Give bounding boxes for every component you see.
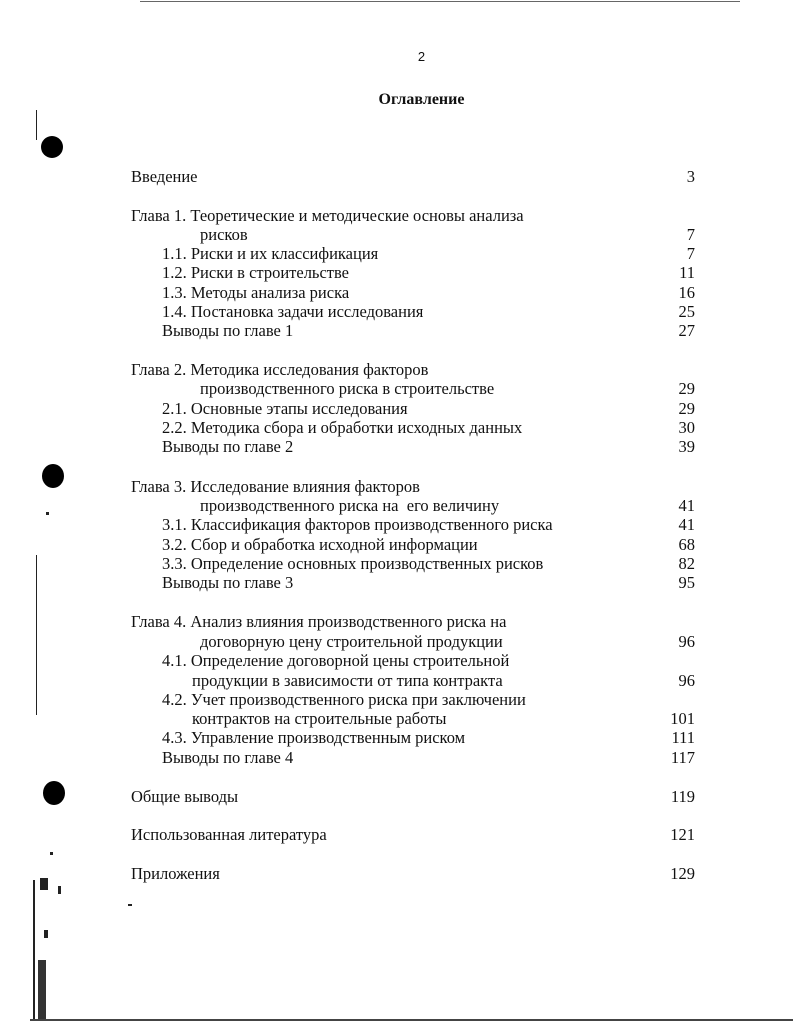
toc-page-intro: 3 bbox=[686, 167, 695, 186]
toc-section-4-3: 4.3. Управление производственным риском bbox=[162, 728, 466, 747]
toc-section-1-4: 1.4. Постановка задачи исследования bbox=[162, 302, 424, 321]
toc-page-4-3: 111 bbox=[671, 728, 695, 747]
toc-page-appendices: 129 bbox=[670, 864, 695, 883]
toc-conclusions-1: Выводы по главе 1 bbox=[162, 321, 294, 340]
toc-page-conclusions-2: 39 bbox=[678, 437, 695, 456]
toc-entry-appendices: Приложения bbox=[131, 864, 220, 883]
toc-section-4-2: 4.2. Учет производственного риска при заключении bbox=[162, 690, 526, 709]
toc-section-1-2: 1.2. Риски в строительстве bbox=[162, 263, 350, 282]
toc-conclusions-2: Выводы по главе 2 bbox=[162, 437, 294, 456]
toc-page-1-3: 16 bbox=[678, 283, 695, 302]
toc-page-3-2: 68 bbox=[678, 535, 695, 554]
toc-conclusions-4: Выводы по главе 4 bbox=[162, 748, 294, 767]
toc-chapter-4: Глава 4. Анализ влияния производственного риска на bbox=[131, 612, 507, 631]
toc-section-4-1: 4.1. Определение договорной цены строительной bbox=[162, 651, 510, 670]
toc-section-4-2-cont: контрактов на строительные работы bbox=[192, 709, 447, 728]
toc-chapter-1-cont: рисков bbox=[200, 225, 248, 244]
toc-page-chapter-1: 7 bbox=[686, 225, 695, 244]
toc-page-chapter-4: 96 bbox=[678, 632, 695, 651]
toc-page-chapter-2: 29 bbox=[678, 379, 695, 398]
toc-section-4-1-cont: продукции в зависимости от типа контракта bbox=[192, 671, 503, 690]
toc-chapter-2: Глава 2. Методика исследования факторов bbox=[131, 360, 429, 379]
toc-chapter-4-cont: договорную цену строительной продукции bbox=[200, 632, 503, 651]
toc-title: Оглавление bbox=[378, 91, 465, 108]
toc-page-1-4: 25 bbox=[678, 302, 695, 321]
toc-page-chapter-3: 41 bbox=[678, 496, 695, 515]
toc-section-1-3: 1.3. Методы анализа риска bbox=[162, 283, 350, 302]
toc-page-1-2: 11 bbox=[679, 263, 695, 282]
toc-page-4-2: 101 bbox=[670, 709, 695, 728]
toc-chapter-2-cont: производственного риска в строительстве bbox=[200, 379, 495, 398]
toc-section-3-2: 3.2. Сбор и обработка исходной информации bbox=[162, 535, 478, 554]
toc-section-1-1: 1.1. Риски и их классификация bbox=[162, 244, 379, 263]
toc-page-2-2: 30 bbox=[678, 418, 695, 437]
toc-section-3-3: 3.3. Определение основных производственных рисков bbox=[162, 554, 544, 573]
toc-chapter-3: Глава 3. Исследование влияния факторов bbox=[131, 477, 420, 496]
toc-page-3-1: 41 bbox=[678, 515, 695, 534]
toc-section-2-2: 2.2. Методика сбора и обработки исходных данных bbox=[162, 418, 523, 437]
toc-entry-intro: Введение bbox=[131, 167, 198, 186]
toc-page-general-conclusions: 119 bbox=[670, 787, 695, 806]
toc-page-literature: 121 bbox=[670, 825, 695, 844]
toc-entry-general-conclusions: Общие выводы bbox=[131, 787, 239, 806]
toc-page-3-3: 82 bbox=[678, 554, 695, 573]
toc-page-conclusions-1: 27 bbox=[678, 321, 695, 340]
toc-entry-literature: Использованная литература bbox=[131, 825, 327, 844]
toc-page-2-1: 29 bbox=[678, 399, 695, 418]
toc-section-2-1: 2.1. Основные этапы исследования bbox=[162, 399, 408, 418]
toc-page-conclusions-4: 117 bbox=[670, 748, 695, 767]
toc-chapter-1: Глава 1. Теоретические и методические основы анализа bbox=[131, 206, 524, 225]
toc-page-4-1: 96 bbox=[678, 671, 695, 690]
toc-page-1-1: 7 bbox=[686, 244, 695, 263]
page-number: 2 bbox=[417, 49, 426, 64]
toc-conclusions-3: Выводы по главе 3 bbox=[162, 573, 294, 592]
toc-chapter-3-cont: производственного риска на его величину bbox=[200, 496, 500, 515]
toc-section-3-1: 3.1. Классификация факторов производственного риска bbox=[162, 515, 553, 534]
toc-page-conclusions-3: 95 bbox=[678, 573, 695, 592]
